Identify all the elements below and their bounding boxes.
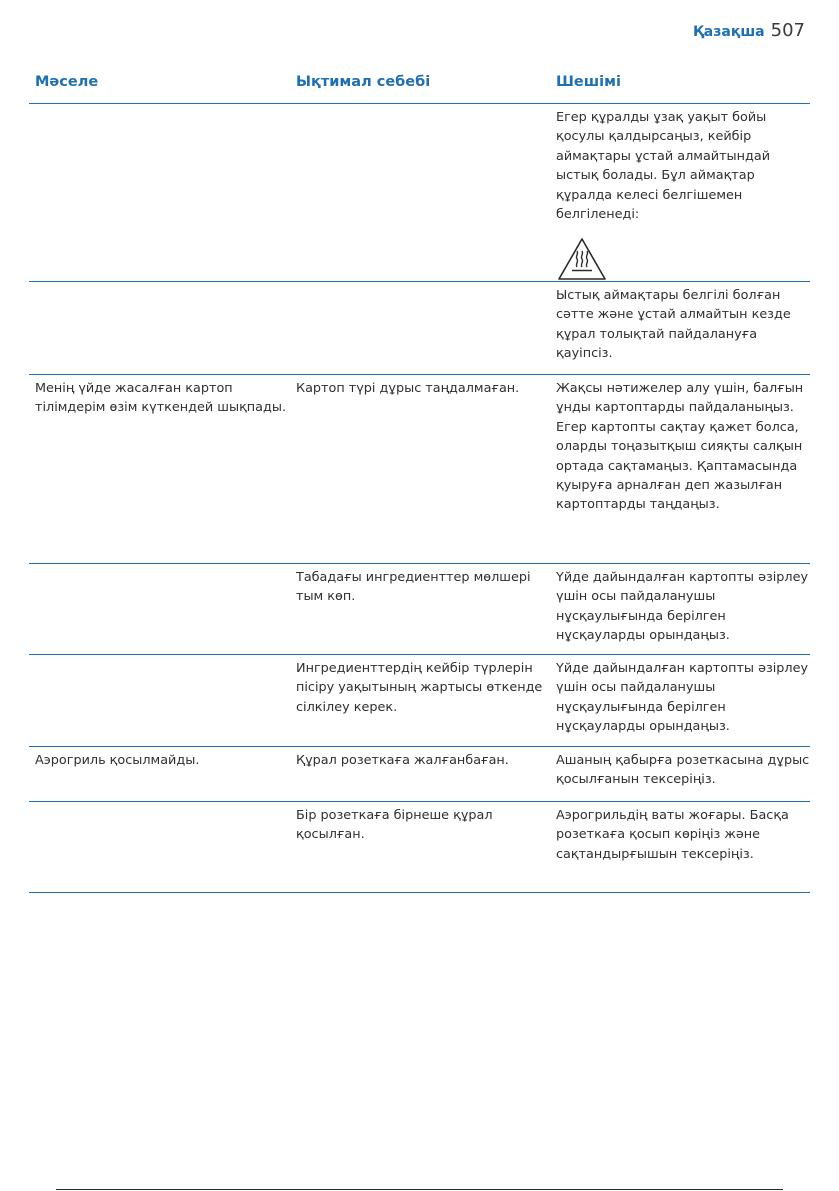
language-label: Қазақша bbox=[692, 24, 765, 40]
solution-cell: Аэрогрильдің ваты жоғары. Басқа розеткаға қосып көріңіз және сақтандырғышын тексеріңіз. bbox=[556, 808, 789, 862]
problem-cell bbox=[29, 104, 290, 281]
cause-cell: Бір розеткаға бірнеше құрал қосылған. bbox=[296, 808, 493, 843]
problem-cell bbox=[29, 802, 290, 892]
problem-cell: Менің үйде жасалған картоп тілімдерім өзім күткендей шықпады. bbox=[35, 381, 287, 416]
table-header bbox=[29, 60, 810, 104]
cause-cell: Табадағы ингредиенттер мөлшері тым көп. bbox=[296, 570, 531, 605]
problem-cell bbox=[29, 655, 290, 746]
cause-cell bbox=[290, 282, 550, 374]
hot-surface-warning-icon bbox=[556, 236, 608, 282]
footer-rule bbox=[56, 1189, 783, 1190]
table-row bbox=[29, 564, 810, 655]
column-header-problem: Мәселе bbox=[35, 73, 99, 90]
solution-cell: Үйде дайындалған картопты әзірлеу үшін осы пайдаланушы нұсқаулығында берілген нұсқауларды орындаңыз. bbox=[556, 570, 809, 644]
cause-cell: Картоп түрі дұрыс таңдалмаған. bbox=[296, 381, 520, 396]
solution-text: Егер құралды ұзақ уақыт бойы қосулы қалдырсаңыз, кейбір аймақтары ұстай алмайтындай ыстық болады. Бұл аймақтар құралда келесі белгішемен белгіленеді: bbox=[556, 110, 771, 223]
problem-cell bbox=[29, 564, 290, 654]
solution-cell: Үйде дайындалған картопты әзірлеу үшін осы пайдаланушы нұсқаулығында берілген нұсқауларды орындаңыз. bbox=[556, 661, 809, 735]
table-row bbox=[29, 282, 810, 375]
cause-cell bbox=[290, 104, 550, 281]
page-header bbox=[693, 20, 805, 41]
column-header-solution: Шешімі bbox=[556, 73, 621, 90]
solution-cell: Ашаның қабырға розеткасына дұрыс қосылғанын тексеріңіз. bbox=[556, 753, 810, 788]
page-number: 507 bbox=[770, 20, 805, 41]
table-row bbox=[29, 802, 810, 893]
solution-cell bbox=[550, 104, 810, 281]
table-row bbox=[29, 104, 810, 282]
cause-cell: Ингредиенттердің кейбір түрлерін пісіру уақытының жартысы өткенде сілкілеу керек. bbox=[296, 661, 543, 715]
solution-cell: Жақсы нәтижелер алу үшін, балғын ұнды картоптарды пайдаланыңыз. Егер картопты сақтау қажет болса, оларды тоңазытқыш сияқты салқын ортада сақтамаңыз. Қаптамасында қуыруға арналған деп жазылған картоптарды таңдаңыз. bbox=[556, 381, 804, 513]
troubleshooting-table bbox=[29, 60, 810, 893]
solution-cell: Ыстық аймақтары белгілі болған сәтте және ұстай алмайтын кезде құрал толықтай пайдалануға қауіпсіз. bbox=[556, 288, 791, 362]
cause-cell: Құрал розеткаға жалғанбаған. bbox=[296, 753, 509, 768]
problem-cell bbox=[29, 282, 290, 374]
problem-cell: Аэрогриль қосылмайды. bbox=[35, 753, 200, 768]
table-row bbox=[29, 655, 810, 747]
column-header-cause: Ықтимал себебі bbox=[296, 73, 431, 90]
table-row bbox=[29, 375, 810, 564]
table-row bbox=[29, 747, 810, 802]
